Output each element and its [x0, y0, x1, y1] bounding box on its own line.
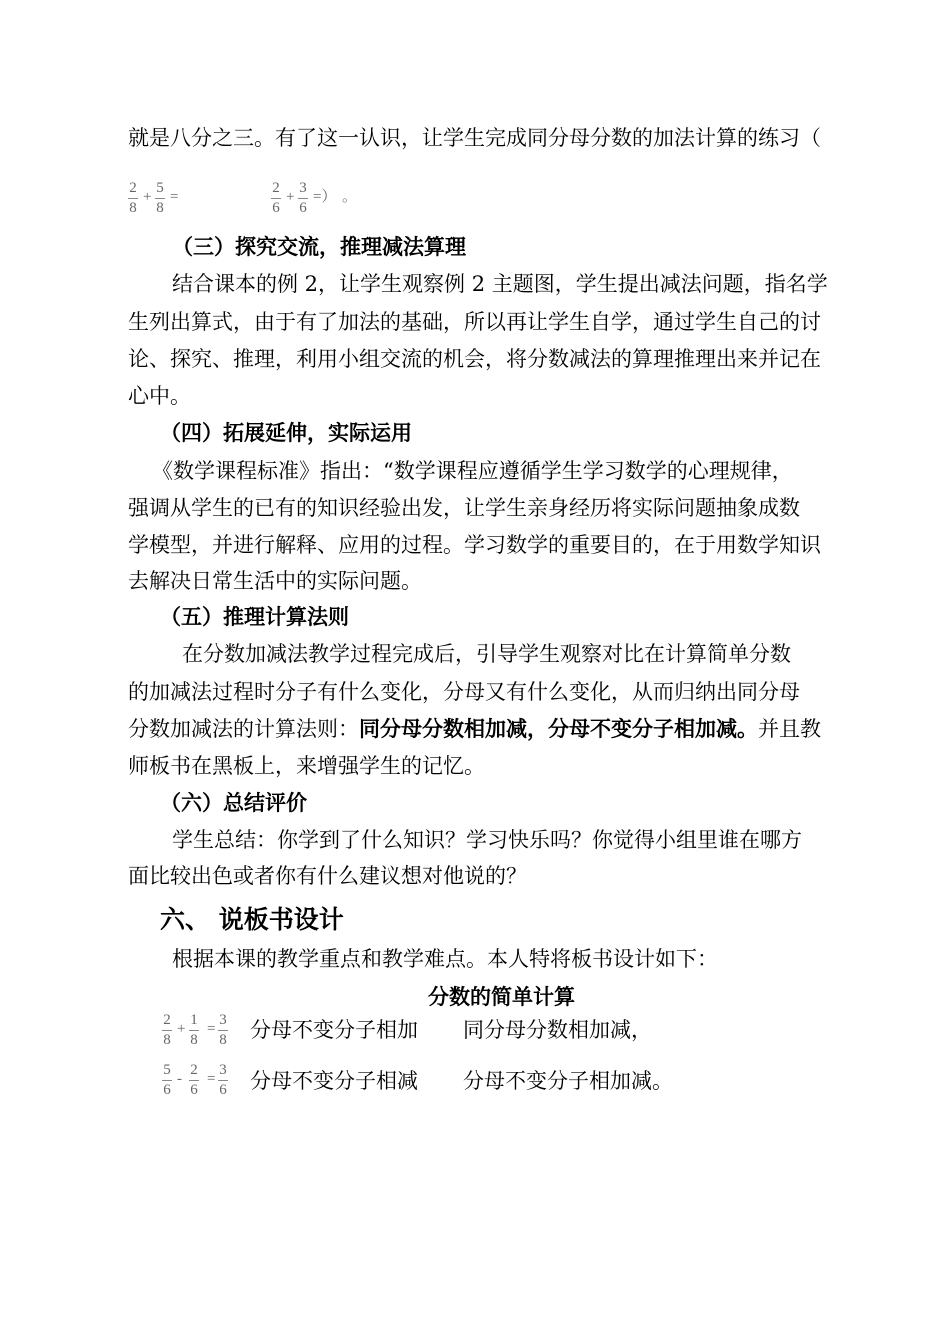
board-rule: 分母不变分子相加减。: [463, 1069, 673, 1093]
minus-sign: -: [177, 1071, 182, 1087]
plus-sign: +: [286, 189, 295, 205]
paragraph-line: 就是八分之三。有了这一认识，让学生完成同分母分数的加法计算的练习（: [128, 126, 821, 150]
denominator: 6: [272, 200, 280, 216]
paragraph-line: 学生总结：你学到了什么知识？学习快乐吗？你觉得小组里谁在哪方: [172, 828, 802, 852]
part-title: 六、 说板书设计: [160, 905, 344, 934]
paragraph-line: 学模型，并进行解释、应用的过程。学习数学的重要目的，在于用数学知识: [128, 533, 821, 557]
denominator: 8: [219, 1032, 227, 1048]
board-rule: 同分母分数相加减，: [463, 1018, 652, 1042]
numerator: 3: [299, 180, 307, 196]
paragraph-line: 心中。: [128, 384, 191, 408]
numerator: 2: [129, 180, 137, 196]
equals-sign: =: [170, 189, 179, 205]
denominator: 6: [190, 1082, 198, 1098]
fraction: [218, 1013, 228, 1048]
fraction: [155, 181, 165, 216]
paragraph-line: 强调从学生的已有的知识经验出发，让学生亲身经历将实际问题抽象成数: [128, 496, 800, 520]
fraction: [189, 1013, 199, 1048]
bold-rule: 同分母分数相加减，分母不变分子相加减。: [359, 716, 758, 741]
denominator: 6: [163, 1082, 171, 1098]
fraction: [162, 1013, 172, 1048]
paragraph-line: 《数学课程标准》指出：“数学课程应遵循学生学习数学的心理规律，: [152, 459, 793, 483]
numerator: 2: [272, 180, 280, 196]
board-note: 分母不变分子相加: [250, 1018, 418, 1042]
paragraph-line: 在分数加减法教学过程完成后，引导学生观察对比在计算简单分数: [182, 642, 791, 666]
paragraph-line: 结合课本的例 2，让学生观察例 2 主题图，学生提出减法问题，指名学: [172, 272, 828, 296]
section-heading: （六）总结评价: [160, 790, 307, 815]
fraction: [162, 1063, 172, 1098]
fraction: [189, 1063, 199, 1098]
paragraph-line: 生列出算式，由于有了加法的基础，所以再让学生自学，通过学生自己的讨: [128, 310, 821, 334]
numerator: 2: [190, 1062, 198, 1078]
fraction: [271, 181, 281, 216]
text-run: 并且教: [758, 717, 821, 741]
paragraph-line: 论、探究、推理，利用小组交流的机会，将分数减法的算理推理出来并记在: [128, 347, 821, 371]
paragraph-line: 去解决日常生活中的实际问题。: [128, 569, 422, 593]
paragraph-line: 面比较出色或者你有什么建议想对他说的？: [128, 864, 527, 888]
numerator: 3: [219, 1012, 227, 1028]
plus-sign: +: [143, 189, 152, 205]
period: 。: [342, 189, 358, 205]
board-note: 分母不变分子相减: [250, 1069, 418, 1093]
text-run: 分数加减法的计算法则：: [128, 717, 359, 741]
fraction: [128, 181, 138, 216]
denominator: 8: [163, 1032, 171, 1048]
equals-sign: =: [207, 1021, 216, 1037]
equals-paren: =）: [313, 189, 337, 205]
paragraph-line: [128, 715, 821, 743]
numerator: 3: [219, 1062, 227, 1078]
numerator: 5: [156, 180, 164, 196]
denominator: 8: [156, 200, 164, 216]
paragraph-line: 根据本课的教学重点和教学难点。本人特将板书设计如下：: [172, 947, 718, 971]
numerator: 5: [163, 1062, 171, 1078]
section-heading: （五）推理计算法则: [160, 604, 349, 629]
paragraph-line: 师板书在黑板上，来增强学生的记忆。: [128, 754, 485, 778]
fraction: [218, 1063, 228, 1098]
section-heading: （四）拓展延伸，实际运用: [160, 420, 412, 445]
board-title: 分数的简单计算: [428, 984, 575, 1009]
denominator: 8: [190, 1032, 198, 1048]
denominator: 8: [129, 200, 137, 216]
numerator: 2: [163, 1012, 171, 1028]
denominator: 6: [219, 1082, 227, 1098]
fraction: [298, 181, 308, 216]
denominator: 6: [299, 200, 307, 216]
paragraph-line: 的加减法过程时分子有什么变化，分母又有什么变化，从而归纳出同分母: [128, 680, 800, 704]
numerator: 1: [190, 1012, 198, 1028]
section-heading: （三）探究交流，推理减法算理: [172, 234, 466, 259]
equals-sign: =: [207, 1071, 216, 1087]
plus-sign: +: [177, 1021, 186, 1037]
